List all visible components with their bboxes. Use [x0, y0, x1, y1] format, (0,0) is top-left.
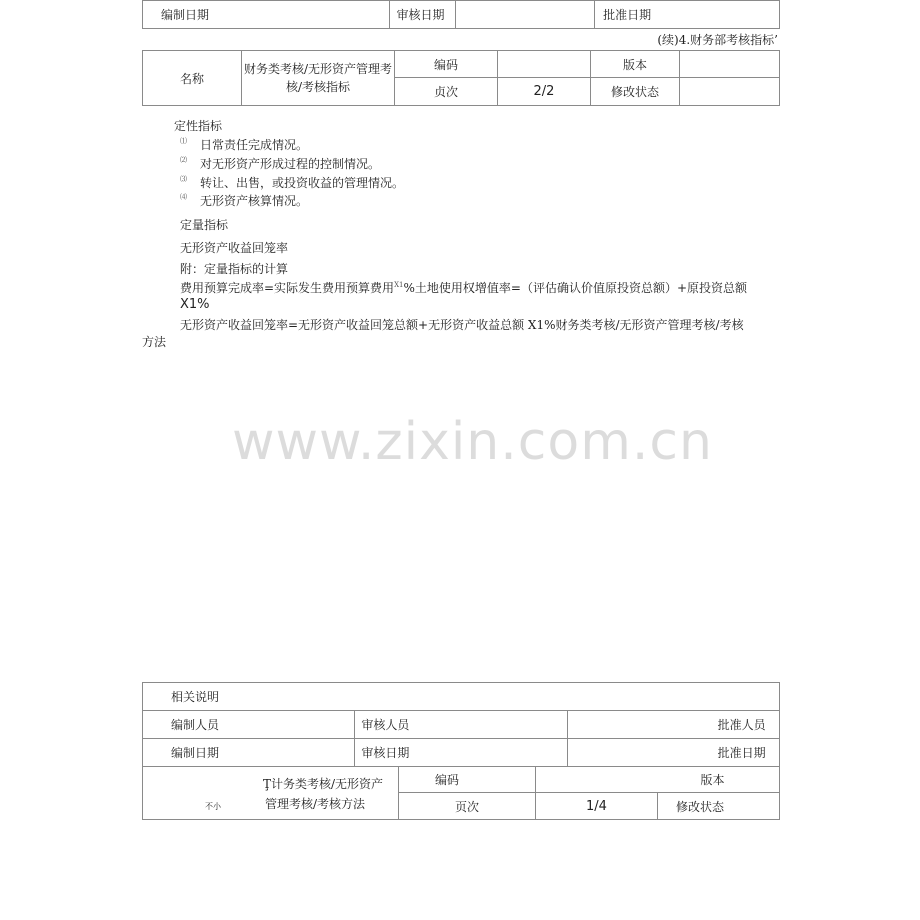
code-label: 编码	[395, 51, 498, 78]
top-sign-table	[142, 0, 780, 29]
review-date-label: 审核日期	[390, 1, 456, 29]
formula-2: 无形资产收益回笼率=无形资产收益回笼总额+无形资产收益总额 X1%财务类考核/无形资产管理考核/考核	[180, 318, 744, 332]
formula-1-part-b: %土地使用权增值率=（评估确认价值原投资总额）+原投资总额	[403, 281, 748, 295]
item-number: ⑴	[180, 137, 187, 145]
revision-label: 修改状态	[658, 793, 780, 820]
reviewer-label: 审核人员	[355, 711, 567, 739]
item-number: ⑵	[180, 156, 187, 164]
version-value	[680, 51, 780, 78]
name-small-label: 不小	[205, 802, 221, 811]
name-value-line2: 管理考核/考核方法	[265, 797, 366, 811]
item-text: 无形资产核算情况。	[200, 194, 309, 208]
formula-1-part-a: 费用预算完成率=实际发生费用预算费用	[180, 281, 395, 295]
version-label: 版本	[591, 51, 680, 78]
item-number: ⑷	[180, 193, 187, 201]
review-date-label: 审核日期	[355, 739, 567, 767]
formula-1-tail: X1%	[180, 297, 210, 312]
edit-date-label: 编制日期	[143, 739, 355, 767]
code-label: 编码	[399, 767, 536, 793]
approve-date-label: 批准日期	[567, 739, 779, 767]
qualitative-item	[180, 174, 404, 191]
bottom-sign-table	[142, 682, 780, 767]
name-label: 名称	[143, 51, 242, 106]
item-text: 对无形资产形成过程的控制情况。	[200, 157, 381, 171]
qualitative-item	[180, 155, 380, 172]
revision-label: 修改状态	[591, 78, 680, 106]
watermark-text: www.zixin.com.cn	[232, 412, 713, 472]
page-value: 1/4	[536, 793, 658, 820]
review-date-value	[456, 1, 595, 29]
qualitative-item	[180, 136, 308, 153]
editor-label: 编制人员	[143, 711, 355, 739]
header-table	[142, 50, 780, 106]
item-number: ⑶	[180, 175, 187, 183]
page-value: 2/2	[498, 78, 591, 106]
item-text: 日常责任完成情况。	[200, 138, 309, 152]
version-label: 版本	[536, 767, 780, 793]
formula-1-sup: X1	[394, 281, 404, 289]
approver-label: 批准人员	[567, 711, 779, 739]
formula-2-tail: 方法	[142, 335, 167, 349]
revision-value	[680, 78, 780, 106]
bottom-header-table	[142, 766, 780, 820]
item-text: 转让、出售，或投资收益的管理情况。	[200, 176, 405, 190]
page-label: 页次	[399, 793, 536, 820]
edit-date-label: 编制日期	[143, 1, 390, 29]
continued-caption: (续)4.财务部考核指标’	[657, 33, 778, 47]
formula-1	[180, 279, 747, 296]
page-label: 贞次	[395, 78, 498, 106]
qualitative-item	[180, 192, 308, 209]
name-value-line1: Ţ计务类考核/无形资产	[263, 777, 384, 791]
code-value	[498, 51, 591, 78]
appendix-title: 附：定量指标的计算	[180, 262, 289, 276]
name-value: 财务类考核/无形资产管理考核/考核指标	[242, 51, 395, 106]
approve-date-label: 批准日期	[595, 1, 780, 29]
quantitative-title: 定量指标	[180, 218, 229, 232]
notes-label: 相关说明	[143, 683, 780, 711]
bottom-name-cell	[143, 767, 399, 820]
qualitative-title: 定性指标	[174, 119, 223, 133]
quantitative-item: 无形资产收益回笼率	[180, 241, 289, 255]
